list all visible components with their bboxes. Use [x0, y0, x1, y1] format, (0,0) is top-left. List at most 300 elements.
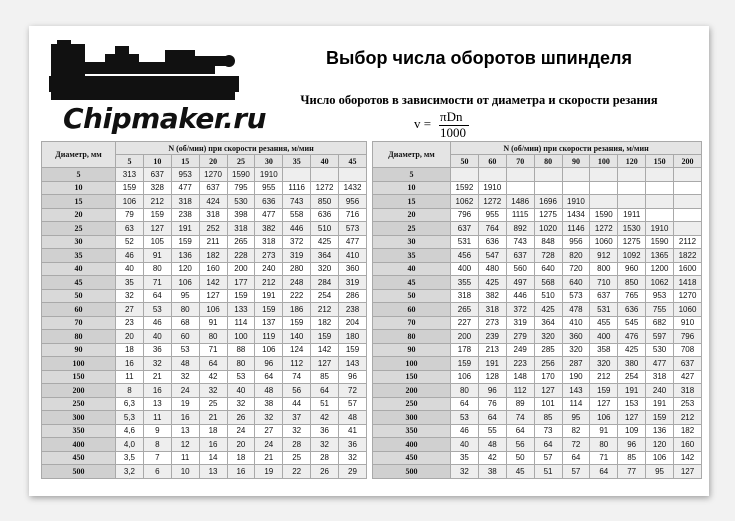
rpm-cell: 85 [618, 451, 646, 465]
formula-lhs: v = [414, 116, 432, 131]
table-row [42, 222, 367, 236]
rpm-cell: 1060 [590, 235, 618, 249]
speed-column-header: 20 [199, 155, 227, 168]
rpm-cell: 953 [171, 168, 199, 182]
rpm-cell: 159 [311, 330, 339, 344]
rpm-cell: 96 [618, 438, 646, 452]
rpm-cell: 360 [339, 262, 367, 276]
rpm-cell: 1434 [562, 208, 590, 222]
rpm-cell: 114 [562, 397, 590, 411]
rpm-cell: 273 [255, 249, 283, 263]
rpm-cell: 77 [618, 465, 646, 479]
rpm-cell: 1432 [339, 181, 367, 195]
rpm-cell: 636 [478, 235, 506, 249]
rpm-cell: 40 [451, 438, 479, 452]
rpm-cell [590, 195, 618, 209]
rpm-cell: 27 [116, 303, 144, 317]
rpm-cell: 91 [143, 249, 171, 263]
rpm-cell: 476 [618, 330, 646, 344]
diameter-cell: 30 [42, 235, 116, 249]
rpm-cell: 101 [534, 397, 562, 411]
rpm-cell: 213 [478, 343, 506, 357]
table-row [42, 289, 367, 303]
rpm-cell: 848 [534, 235, 562, 249]
rpm-cell: 212 [255, 276, 283, 290]
speed-column-header: 200 [674, 155, 702, 168]
table-row [373, 424, 702, 438]
rpm-cell: 320 [590, 357, 618, 371]
rpm-cell: 1590 [646, 235, 674, 249]
rpm-cell: 35 [116, 276, 144, 290]
rpm-cell: 239 [478, 330, 506, 344]
page-title: Выбор числа оборотов шпинделя [326, 48, 632, 68]
rpm-cell: 127 [590, 397, 618, 411]
rpm-cell: 254 [311, 289, 339, 303]
rpm-cell: 1062 [451, 195, 479, 209]
rpm-cell: 191 [646, 397, 674, 411]
table-row [42, 181, 367, 195]
rpm-cell: 64 [255, 370, 283, 384]
rpm-table-low-speed [41, 141, 367, 479]
rpm-cell: 136 [646, 424, 674, 438]
rpm-cell: 44 [283, 397, 311, 411]
rpm-cell: 456 [451, 249, 479, 263]
rpm-cell: 382 [255, 222, 283, 236]
rpm-cell: 1910 [562, 195, 590, 209]
rpm-cell: 191 [618, 384, 646, 398]
rpm-cell: 710 [590, 276, 618, 290]
rpm-cell: 64 [143, 289, 171, 303]
rpm-cell: 228 [227, 249, 255, 263]
rpm-cell [674, 168, 702, 182]
rpm-cell: 796 [451, 208, 479, 222]
rpm-cell: 249 [506, 343, 534, 357]
diameter-cell: 5 [373, 168, 451, 182]
rpm-cell: 286 [339, 289, 367, 303]
rpm-cell: 159 [590, 384, 618, 398]
rpm-cell: 45 [506, 465, 534, 479]
rpm-cell [590, 181, 618, 195]
rpm-cell: 1486 [506, 195, 534, 209]
rpm-cell: 1275 [618, 235, 646, 249]
rpm-cell: 636 [255, 195, 283, 209]
speed-column-header: 50 [451, 155, 479, 168]
diameter-header: Диаметр, мм [42, 142, 116, 168]
rpm-cell: 477 [255, 208, 283, 222]
rpm-cell: 178 [451, 343, 479, 357]
rpm-cell: 100 [227, 330, 255, 344]
speed-column-header: 35 [283, 155, 311, 168]
rpm-cell: 1910 [255, 168, 283, 182]
speed-column-header: 30 [255, 155, 283, 168]
rpm-cell: 24 [171, 384, 199, 398]
rpm-cell: 91 [590, 424, 618, 438]
diameter-cell: 90 [373, 343, 451, 357]
rpm-cell [674, 181, 702, 195]
rpm-cell: 16 [116, 357, 144, 371]
rpm-cell: 16 [227, 465, 255, 479]
rpm-cell: 1270 [674, 289, 702, 303]
rpm-cell: 764 [478, 222, 506, 236]
rpm-cell: 82 [562, 424, 590, 438]
table-row [42, 411, 367, 425]
rpm-cell: 51 [534, 465, 562, 479]
table-row [42, 276, 367, 290]
rpm-cell: 40 [143, 330, 171, 344]
rpm-cell: 160 [199, 262, 227, 276]
rpm-cell: 558 [283, 208, 311, 222]
rpm-cell: 48 [339, 411, 367, 425]
rpm-cell: 96 [478, 384, 506, 398]
rpm-cell: 109 [618, 424, 646, 438]
rpm-cell: 382 [478, 289, 506, 303]
table-row [373, 397, 702, 411]
rpm-cell [618, 168, 646, 182]
rpm-cell: 159 [283, 316, 311, 330]
rpm-cell: 46 [116, 249, 144, 263]
table-row [42, 357, 367, 371]
rpm-cell: 32 [311, 438, 339, 452]
diameter-cell: 90 [42, 343, 116, 357]
rpm-cell: 16 [199, 438, 227, 452]
table-row [42, 303, 367, 317]
table-row [42, 465, 367, 479]
rpm-cell: 127 [534, 384, 562, 398]
rpm-cell: 106 [646, 451, 674, 465]
rpm-cell: 313 [116, 168, 144, 182]
speed-column-header: 10 [143, 155, 171, 168]
rpm-cell: 238 [171, 208, 199, 222]
rpm-cell: 182 [311, 316, 339, 330]
diameter-cell: 45 [373, 276, 451, 290]
table-row [42, 384, 367, 398]
table-row [373, 222, 702, 236]
diameter-header: Диаметр, мм [373, 142, 451, 168]
rpm-cell: 27 [255, 424, 283, 438]
rpm-table-high-speed [372, 141, 702, 479]
table-row [373, 357, 702, 371]
rpm-cell: 955 [255, 181, 283, 195]
rpm-cell: 265 [227, 235, 255, 249]
rpm-cell: 530 [646, 343, 674, 357]
rpm-cell [534, 168, 562, 182]
formula-denominator: 1000 [440, 125, 466, 140]
rpm-cell: 53 [143, 303, 171, 317]
table-row [373, 208, 702, 222]
diameter-cell: 60 [42, 303, 116, 317]
diameter-cell: 250 [42, 397, 116, 411]
rpm-cell: 800 [590, 262, 618, 276]
rpm-cell: 191 [478, 357, 506, 371]
table-row [373, 451, 702, 465]
rpm-cell: 531 [590, 303, 618, 317]
rpm-cell: 12 [171, 438, 199, 452]
rpm-cell: 743 [283, 195, 311, 209]
speed-column-header: 25 [227, 155, 255, 168]
table-row [42, 208, 367, 222]
rpm-cell: 72 [339, 384, 367, 398]
table-row [42, 262, 367, 276]
rpm-cell: 56 [506, 438, 534, 452]
speed-column-header: 5 [116, 155, 144, 168]
rpm-cell: 40 [227, 384, 255, 398]
table-row [42, 316, 367, 330]
rpm-cell: 955 [478, 208, 506, 222]
rpm-cell [283, 168, 311, 182]
rpm-cell [311, 168, 339, 182]
rpm-cell: 133 [227, 303, 255, 317]
rpm-cell: 319 [506, 316, 534, 330]
rpm-cell: 320 [311, 262, 339, 276]
rpm-cell: 137 [255, 316, 283, 330]
table-row [373, 384, 702, 398]
rpm-cell: 318 [451, 289, 479, 303]
rpm-cell: 159 [646, 411, 674, 425]
diameter-cell: 500 [42, 465, 116, 479]
rpm-cell [618, 195, 646, 209]
rpm-cell: 728 [534, 249, 562, 263]
rpm-cell: 212 [674, 411, 702, 425]
rpm-cell: 1020 [534, 222, 562, 236]
rpm-cell: 53 [227, 370, 255, 384]
rpm-cell: 355 [451, 276, 479, 290]
rpm-cell: 318 [674, 384, 702, 398]
diameter-cell: 400 [42, 438, 116, 452]
rpm-cell: 64 [506, 424, 534, 438]
rpm-cell: 106 [199, 303, 227, 317]
rpm-cell [646, 208, 674, 222]
rpm-cell: 547 [478, 249, 506, 263]
rpm-cell: 1062 [646, 276, 674, 290]
rpm-cell [646, 181, 674, 195]
rpm-cell: 80 [451, 384, 479, 398]
rpm-cell: 3,5 [116, 451, 144, 465]
rpm-cell: 95 [171, 289, 199, 303]
rpm-cell: 720 [562, 262, 590, 276]
rpm-cell: 253 [674, 397, 702, 411]
diameter-cell: 200 [42, 384, 116, 398]
rpm-cell: 50 [506, 451, 534, 465]
table-row [373, 465, 702, 479]
rpm-cell: 597 [646, 330, 674, 344]
rpm-cell: 545 [618, 316, 646, 330]
rpm-cell: 170 [534, 370, 562, 384]
rpm-cell: 279 [506, 330, 534, 344]
diameter-cell: 20 [42, 208, 116, 222]
rpm-cell: 37 [283, 411, 311, 425]
rpm-cell [590, 168, 618, 182]
table-row [373, 303, 702, 317]
page-subtitle: Число оборотов в зависимости от диаметра и скорости резания [300, 93, 658, 107]
rpm-cell: 136 [171, 249, 199, 263]
rpm-cell: 5,3 [116, 411, 144, 425]
rpm-cell: 143 [339, 357, 367, 371]
rpm-cell: 477 [171, 181, 199, 195]
rpm-cell: 96 [339, 370, 367, 384]
rpm-cell: 19 [171, 397, 199, 411]
speed-column-header: 40 [311, 155, 339, 168]
speed-column-header: 45 [339, 155, 367, 168]
diameter-cell: 40 [42, 262, 116, 276]
rpm-cell: 1146 [562, 222, 590, 236]
diameter-cell: 25 [373, 222, 451, 236]
rpm-cell: 1092 [618, 249, 646, 263]
rpm-cell: 71 [143, 276, 171, 290]
rpm-cell: 850 [311, 195, 339, 209]
rpm-cell: 112 [506, 384, 534, 398]
rpm-cell: 212 [143, 195, 171, 209]
rpm-cell: 32 [143, 357, 171, 371]
rpm-cell [646, 195, 674, 209]
rpm-cell: 13 [171, 424, 199, 438]
rpm-cell: 240 [646, 384, 674, 398]
rpm-cell: 320 [562, 343, 590, 357]
rpm-cell: 820 [562, 249, 590, 263]
diameter-cell: 45 [42, 276, 116, 290]
rpm-cell: 72 [562, 438, 590, 452]
rpm-cell: 186 [283, 303, 311, 317]
rpm-cell: 142 [199, 276, 227, 290]
rpm-cell: 796 [674, 330, 702, 344]
rpm-cell: 23 [116, 316, 144, 330]
rpm-cell: 36 [143, 343, 171, 357]
rpm-cell: 120 [646, 438, 674, 452]
rpm-cell: 127 [199, 289, 227, 303]
rpm-cell: 8 [143, 438, 171, 452]
rpm-cell: 682 [646, 316, 674, 330]
diameter-cell: 100 [373, 357, 451, 371]
rpm-cell: 318 [199, 208, 227, 222]
rpm-cell [646, 168, 674, 182]
rpm-cell: 18 [227, 451, 255, 465]
rpm-cell: 328 [143, 181, 171, 195]
rpm-cell: 80 [227, 357, 255, 371]
rpm-cell: 200 [227, 262, 255, 276]
rpm-cell: 211 [199, 235, 227, 249]
rpm-cell [534, 181, 562, 195]
speed-column-header: 60 [478, 155, 506, 168]
rpm-cell: 708 [674, 343, 702, 357]
rpm-cell: 159 [227, 289, 255, 303]
diameter-cell: 200 [373, 384, 451, 398]
rpm-cell: 380 [618, 357, 646, 371]
rpm-cell: 57 [534, 451, 562, 465]
rpm-cell: 284 [311, 276, 339, 290]
rpm-cell: 238 [339, 303, 367, 317]
rpm-cell: 410 [339, 249, 367, 263]
diameter-cell: 10 [42, 181, 116, 195]
rpm-cell: 204 [339, 316, 367, 330]
rpm-cell: 892 [506, 222, 534, 236]
rpm-cell: 32 [451, 465, 479, 479]
rpm-cell: 38 [478, 465, 506, 479]
speed-header: N (об/мин) при скорости резания, м/мин [451, 142, 702, 155]
rpm-cell: 280 [283, 262, 311, 276]
rpm-cell: 425 [311, 235, 339, 249]
rpm-cell [674, 208, 702, 222]
rpm-cell: 573 [339, 222, 367, 236]
rpm-cell: 568 [534, 276, 562, 290]
rpm-cell: 10 [171, 465, 199, 479]
rpm-cell: 285 [534, 343, 562, 357]
rpm-cell: 265 [451, 303, 479, 317]
table-row [373, 276, 702, 290]
rpm-cell: 79 [116, 208, 144, 222]
rpm-cell: 1600 [674, 262, 702, 276]
diameter-cell: 40 [373, 262, 451, 276]
rpm-cell: 1115 [506, 208, 534, 222]
rpm-cell: 1275 [534, 208, 562, 222]
rpm-cell: 41 [339, 424, 367, 438]
rpm-cell: 114 [227, 316, 255, 330]
rpm-cell: 795 [227, 181, 255, 195]
rpm-cell: 64 [199, 357, 227, 371]
rpm-cell: 636 [618, 303, 646, 317]
rpm-cell: 318 [646, 370, 674, 384]
rpm-cell: 35 [451, 451, 479, 465]
table-row [42, 235, 367, 249]
rpm-cell: 3,2 [116, 465, 144, 479]
rpm-cell: 124 [283, 343, 311, 357]
rpm-cell: 1911 [618, 208, 646, 222]
rpm-cell: 252 [199, 222, 227, 236]
rpm-cell: 1696 [534, 195, 562, 209]
rpm-cell: 510 [311, 222, 339, 236]
rpm-cell: 160 [674, 438, 702, 452]
rpm-cell: 127 [618, 411, 646, 425]
table-row [373, 316, 702, 330]
rpm-cell: 1270 [199, 168, 227, 182]
rpm-cell: 105 [143, 235, 171, 249]
rpm-cell: 73 [534, 424, 562, 438]
table-row [373, 438, 702, 452]
diameter-cell: 80 [373, 330, 451, 344]
rpm-cell: 1418 [674, 276, 702, 290]
rpm-cell: 153 [618, 397, 646, 411]
rpm-cell: 22 [283, 465, 311, 479]
diameter-cell: 400 [373, 438, 451, 452]
rpm-cell: 64 [590, 465, 618, 479]
rpm-cell: 18 [116, 343, 144, 357]
rpm-cell: 372 [506, 303, 534, 317]
rpm-cell: 32 [171, 370, 199, 384]
rpm-cell: 52 [116, 235, 144, 249]
rpm-cell: 112 [283, 357, 311, 371]
rpm-cell: 21 [143, 370, 171, 384]
rpm-cell: 96 [255, 357, 283, 371]
rpm-cell: 64 [534, 438, 562, 452]
rpm-cell: 128 [478, 370, 506, 384]
rpm-cell: 1272 [590, 222, 618, 236]
table-row [42, 249, 367, 263]
rpm-cell: 16 [143, 384, 171, 398]
rpm-cell: 36 [339, 438, 367, 452]
rpm-cell: 106 [590, 411, 618, 425]
rpm-cell: 28 [311, 451, 339, 465]
speed-column-header: 80 [534, 155, 562, 168]
table-row [42, 330, 367, 344]
rpm-cell: 159 [451, 357, 479, 371]
diameter-cell: 150 [42, 370, 116, 384]
table-row [373, 195, 702, 209]
rpm-cell: 60 [171, 330, 199, 344]
rpm-cell: 89 [506, 397, 534, 411]
rpm-cell [451, 168, 479, 182]
diameter-cell: 20 [373, 208, 451, 222]
diameter-cell: 150 [373, 370, 451, 384]
chart-card [29, 26, 709, 496]
rpm-cell: 46 [451, 424, 479, 438]
